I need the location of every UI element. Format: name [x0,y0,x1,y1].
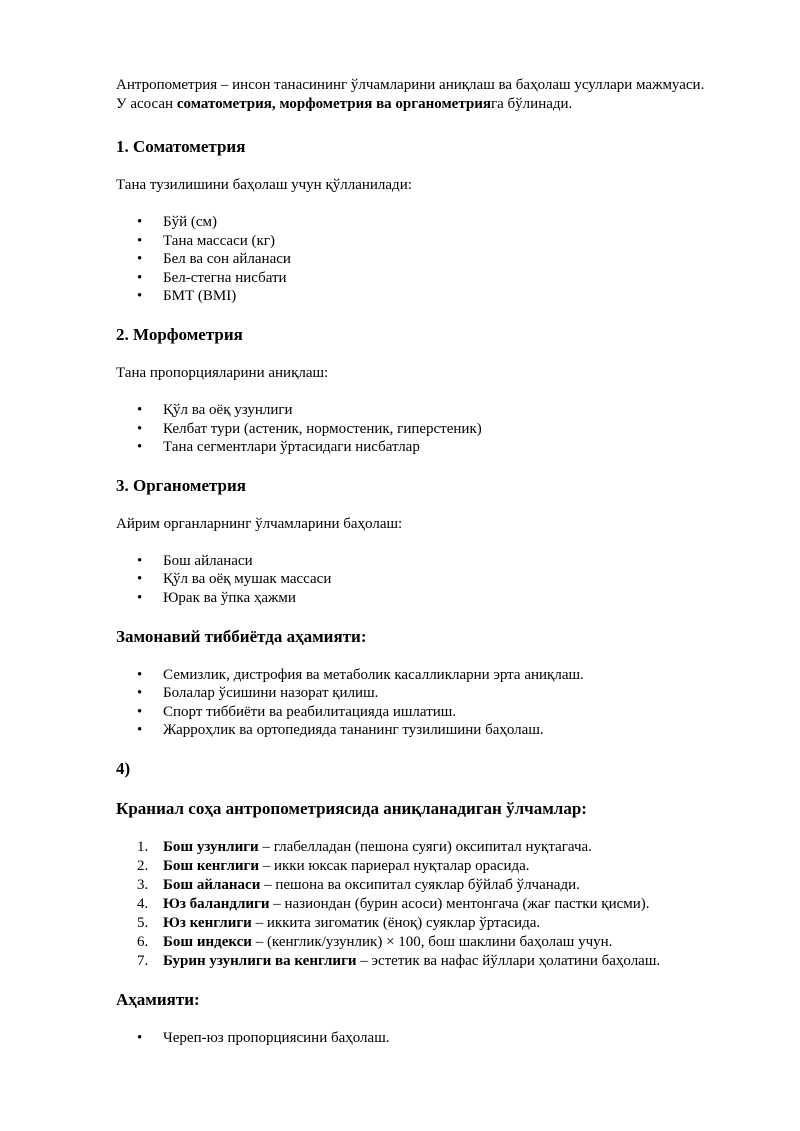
section-heading-organometry: 3. Органометрия [116,475,246,495]
list-item: • БМТ (BMI) [116,287,716,306]
list-item: • Бел-стегна нисбати [116,269,716,288]
intro-text-end: га бўлинади. [490,96,573,112]
bullet-list [116,213,716,306]
list-item: • Тана массаси (кг) [116,232,716,251]
list-item: • Тана сегментлари ўртасидаги нисбатлар [116,438,716,457]
section-lead: Тана пропорцияларини аниқлаш: [116,364,329,381]
intro-bold-text: соматометрия, морфометрия ва органометрия [176,96,491,112]
bullet-list [116,1029,716,1048]
list-item: 4. Юз баландлиги – назиондан (бурин асоси) ментонгача (жағ пастки қисми). [137,895,650,912]
section-lead: Айрим органларнинг ўлчамларини баҳолаш: [116,515,403,532]
numbered-list [116,838,716,971]
list-item: • Спорт тиббиёти ва реабилитацияда ишлатиш. [116,703,716,722]
document-page [116,76,716,1048]
significance-heading: Аҳамияти: [116,989,200,1009]
list-item: • Болалар ўсишини назорат қилиш. [116,684,716,703]
list-item: • Келбат тури (астеник, нормостеник, гиперстеник) [116,420,716,439]
bullet-list [116,401,716,457]
list-item: • Жарроҳлик ва ортопедияда тананинг тузилишини баҳолаш. [116,721,716,740]
list-item: • Бўй (см) [116,213,716,232]
list-item: • Қўл ва оёқ узунлиги [116,401,716,420]
list-item: • Семизлик, дистрофия ва метаболик касалликларни эрта аниқлаш. [116,666,716,685]
question-number: 4) [116,758,131,778]
list-item: 2. Бош кенглиги – икки юксак париерал нуқталар орасида. [137,857,530,874]
list-item: 3. Бош айланаси – пешона ва оксипитал суяклар бўйлаб ўлчанади. [137,876,580,893]
list-item: • Қўл ва оёқ мушак массаси [116,570,716,589]
bullet-list [116,666,716,740]
section-heading-somatometry: 1. Соматометрия [116,137,246,156]
list-item: 1. Бош узунлиги – глабелладан (пешона суяги) оксипитал нуқтагача. [137,838,592,855]
list-item: 6. Бош индекси – (кенглик/узунлик) × 100, бош шаклини баҳолаш учун. [137,933,613,950]
list-item: • Бош айланаси [116,552,716,571]
list-item: • Бел ва сон айланаси [116,250,716,269]
intro-paragraph [116,76,716,114]
section-heading-morphometry: 2. Морфометрия [116,324,243,344]
section-lead: Тана тузилишини баҳолаш учун қўлланилади: [116,177,412,193]
importance-heading: Замонавий тиббиётда аҳамияти: [116,626,367,646]
list-item: 7. Бурин узунлиги ва кенглиги – эстетик ва нафас йўллари ҳолатини баҳолаш. [137,952,661,969]
cranial-heading: Краниал соҳа антропометриясида аниқланадиган ўлчамлар: [116,798,587,818]
list-item: • Юрак ва ўпка ҳажми [116,589,716,608]
bullet-list [116,552,716,608]
list-item: • Череп-юз пропорциясини баҳолаш. [116,1029,716,1048]
intro-text: Антропометрия – инсон танасининг ўлчамларини аниқлаш ва баҳолаш усуллари мажмуаси. У асосан [116,77,705,112]
list-item: 5. Юз кенглиги – иккита зигоматик (ёноқ) суяклар ўртасида. [137,914,541,931]
